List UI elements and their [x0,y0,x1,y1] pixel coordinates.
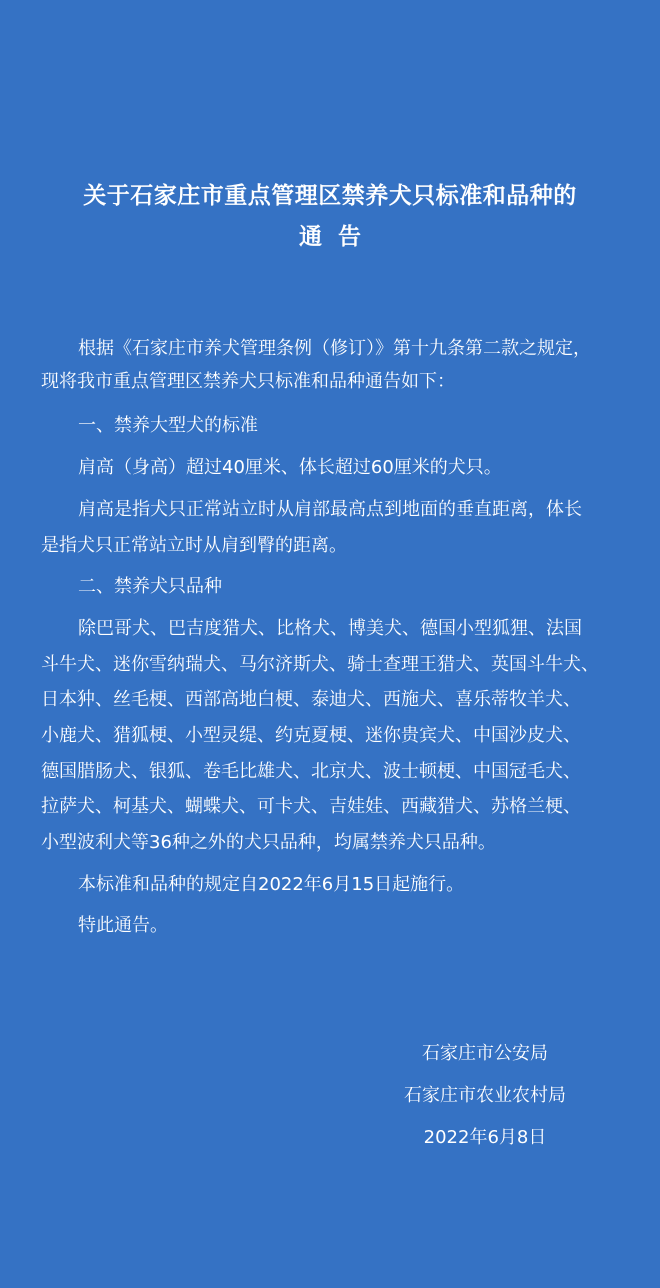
breeds-line-7: 小型波利犬等36种之外的犬只品种，均属禁养犬只品种。 [41,832,496,853]
section1-heading: 一、禁养大型犬的标准 [78,415,258,436]
standard-text: 肩高（身高）超过40厘米、体长超过60厘米的犬只。 [78,457,502,478]
definition-line-2: 是指犬只正常站立时从肩到臀的距离。 [41,535,347,556]
definition-line-1: 肩高是指犬只正常站立时从肩部最高点到地面的垂直距离，体长 [78,499,582,520]
issuer-agriculture: 石家庄市农业农村局 [404,1085,566,1106]
breeds-line-3: 日本狆、丝毛梗、西部高地白梗、泰迪犬、西施犬、喜乐蒂牧羊犬、 [41,689,581,710]
intro-line-1: 根据《石家庄市养犬管理条例（修订）》第十九条第二款之规定， [78,338,591,359]
breeds-line-5: 德国腊肠犬、银狐、卷毛比雄犬、北京犬、波士顿梗、中国冠毛犬、 [41,761,581,782]
closing-text: 特此通告。 [78,915,168,936]
issuer-public-security: 石家庄市公安局 [422,1043,548,1064]
notice-title-heading: 通告 [299,224,377,250]
intro-line-2: 现将我市重点管理区禁养犬只标准和品种通告如下： [41,371,455,392]
notice-title: 关于石家庄市重点管理区禁养犬只标准和品种的 [83,183,577,209]
issue-date: 2022年6月8日 [423,1127,547,1148]
effective-date-text: 本标准和品种的规定自2022年6月15日起施行。 [78,874,465,895]
breeds-line-4: 小鹿犬、猎狐梗、小型灵缇、约克夏梗、迷你贵宾犬、中国沙皮犬、 [41,725,581,746]
breeds-line-2: 斗牛犬、迷你雪纳瑞犬、马尔济斯犬、骑士查理王猎犬、英国斗牛犬、 [41,654,599,675]
breeds-line-6: 拉萨犬、柯基犬、蝴蝶犬、可卡犬、吉娃娃、西藏猎犬、苏格兰梗、 [41,796,581,817]
section2-heading: 二、禁养犬只品种 [78,576,222,597]
breeds-line-1: 除巴哥犬、巴吉度猎犬、比格犬、博美犬、德国小型狐狸、法国 [78,618,582,639]
